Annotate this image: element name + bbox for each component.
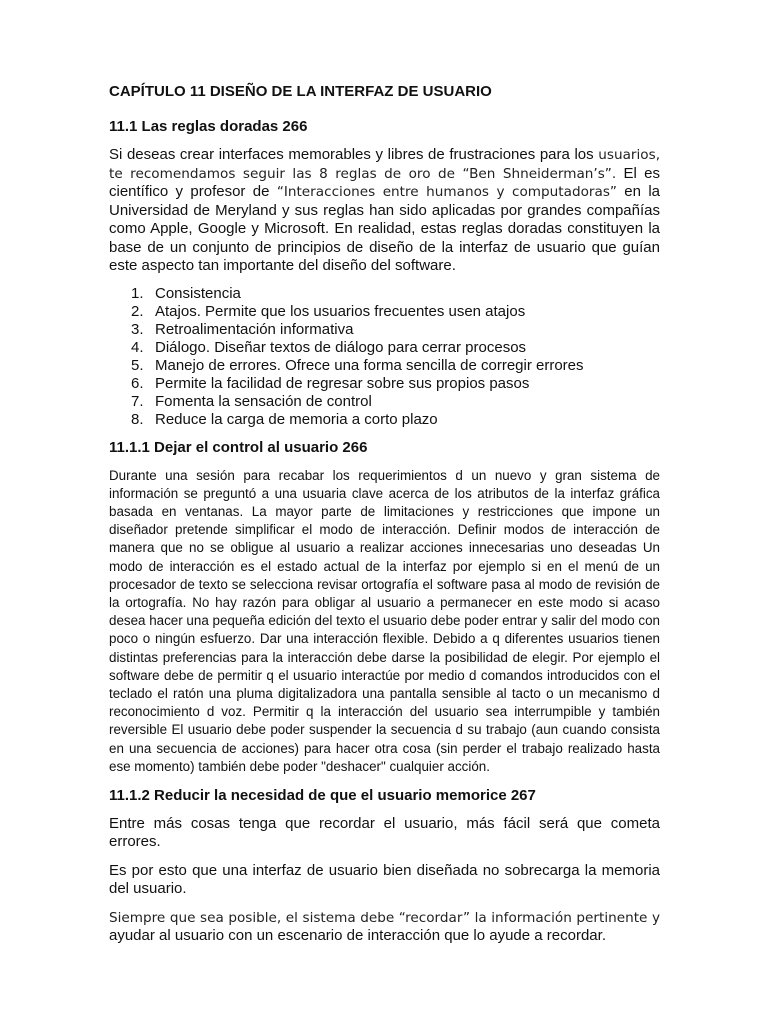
intro-quote-hci: “Interacciones entre humanos y computadoras” — [276, 184, 617, 200]
section-heading-11-1: 11.1 Las reglas doradas 266 — [109, 118, 308, 135]
section-11-1-1-body: Durante una sesión para recabar los requerimientos d un nuevo y gran sistema de información se preguntó a una usuaria clave acerca de los atributos de la interfaz gráfica basada en ventanas. La mayor parte de limitaciones y restricciones que impone un diseñador pretende simplificar el modo de interacción. Definir modos de interacción de manera que no se obligue al usuario a realizar acciones innecesarias uno deseadas Un modo de interacción es el estado actual de la interfaz por ejemplo si en el menú de un procesador de texto se selecciona revisar ortografía el software pasa al modo de revisión de la ortografía. No hay razón para obligar al usuario a permanecer en este modo si acaso desea hacer una pequeña edición del texto el usuario debe poder entrar y salir del modo con poco o ningún esfuerzo. Dar una interacción flexible. Debido a q diferentes usuarios tienen distintas preferencias para la interacción debe darse la posibilidad de elegir. Por ejemplo el software debe de permitir q el usuario interactúe por medio d comandos introducidos con el teclado el ratón una pluma digitalizadora una pantalla sensible al tacto o un mecanismo d reconocimiento d voz. Permitir q la interacción del usuario sea interrumpible y también reversible El usuario debe poder suspender la secuencia d su trabajo (aun cuando consista en una secuencia de acciones) para hacer otra cosa (sin perder el trabajo realizado hasta ese momento) también debe poder "deshacer" cualquier acción. — [109, 467, 660, 774]
para-3-line-2: ayudar al usuario con un escenario de interacción que lo ayude a recordar. — [109, 927, 606, 945]
list-item: 8. Reduce la carga de memoria a corto plazo — [131, 410, 438, 428]
section-heading-11-1-2: 11.1.2 Reducir la necesidad de que el usuario memorice 267 — [109, 786, 536, 804]
list-item: 7. Fomenta la sensación de control — [131, 392, 372, 410]
intro-rest: en la Universidad de Meryland y sus reglas han sido aplicadas por grandes compañías como Apple, Google y Microsoft. En realidad, estas reglas doradas constituyen la base de un conjunto de principios de diseño de la interfaz de usuario que guían este aspecto tan importante del diseño del software. — [109, 183, 661, 274]
intro-line-1: Si deseas crear interfaces memorables y libres de frustraciones para los — [109, 146, 594, 163]
golden-rules-list — [109, 285, 660, 429]
chapter-title: CAPÍTULO 11 DISEÑO DE LA INTERFAZ DE USUARIO — [109, 83, 492, 100]
list-item: 5. Manejo de errores. Ofrece una forma sencilla de corregir errores — [131, 356, 584, 374]
section-heading-11-1-1: 11.1.1 Dejar el control al usuario 266 — [109, 438, 368, 456]
list-item: 2. Atajos. Permite que los usuarios frecuentes usen atajos — [131, 302, 526, 320]
section-11-1-2-para-1: Entre más cosas tenga que recordar el usuario, más fácil será que cometa errores. — [109, 814, 660, 851]
list-item: 6. Permite la facilidad de regresar sobre sus propios pasos — [131, 374, 530, 392]
section-11-1-2-para-3 — [109, 909, 660, 946]
section-11-1-2-para-2: Es por esto que una interfaz de usuario bien diseñada no sobrecarga la memoria del usuario. — [109, 861, 660, 898]
list-item: 3. Retroalimentación informativa — [131, 320, 354, 338]
para-3-line-1: Siempre que sea posible, el sistema debe “recordar” la información pertinente y — [109, 909, 660, 926]
list-item: 4. Diálogo. Diseñar textos de diálogo para cerrar procesos — [131, 338, 527, 356]
intro-line-2: usuarios, te recomendamos seguir las 8 reglas de oro de “Ben Shneiderman’s”. — [109, 147, 661, 182]
section-11-1-intro — [109, 146, 660, 276]
document-page — [109, 82, 660, 946]
list-item: 1. Consistencia — [131, 284, 241, 302]
intro-line-3: El es científico y profesor de — [109, 164, 660, 200]
